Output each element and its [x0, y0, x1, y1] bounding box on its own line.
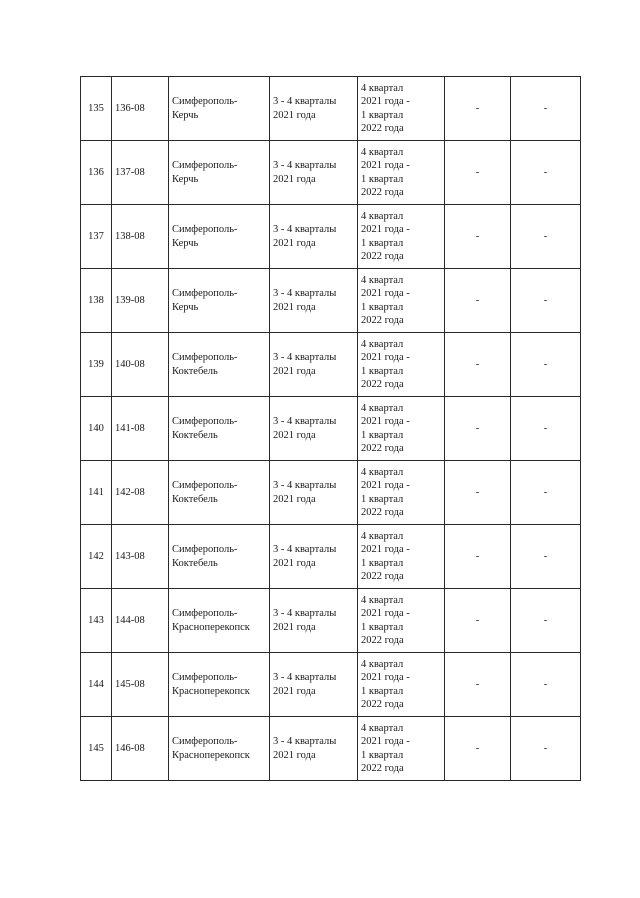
start-period: 3 - 4 кварталы 2021 года [270, 525, 358, 589]
column-7-value: - [511, 525, 581, 589]
route-name: Симферополь- Коктебель [169, 397, 270, 461]
column-7-value: - [511, 77, 581, 141]
end-period: 4 квартал 2021 года - 1 квартал 2022 года [358, 525, 445, 589]
route-code: 144-08 [112, 589, 169, 653]
column-6-value: - [445, 333, 511, 397]
table-row [81, 141, 581, 205]
route-code: 138-08 [112, 205, 169, 269]
table-row [81, 205, 581, 269]
column-7-value: - [511, 141, 581, 205]
column-7-value: - [511, 717, 581, 781]
start-period: 3 - 4 кварталы 2021 года [270, 589, 358, 653]
route-code: 142-08 [112, 461, 169, 525]
table-row [81, 333, 581, 397]
route-code: 139-08 [112, 269, 169, 333]
route-name: Симферополь- Красноперекопск [169, 717, 270, 781]
end-period: 4 квартал 2021 года - 1 квартал 2022 года [358, 397, 445, 461]
route-name: Симферополь- Керчь [169, 77, 270, 141]
row-number: 142 [81, 525, 112, 589]
start-period: 3 - 4 кварталы 2021 года [270, 333, 358, 397]
table-row [81, 589, 581, 653]
table-row [81, 77, 581, 141]
start-period: 3 - 4 кварталы 2021 года [270, 77, 358, 141]
start-period: 3 - 4 кварталы 2021 года [270, 205, 358, 269]
end-period: 4 квартал 2021 года - 1 квартал 2022 года [358, 333, 445, 397]
route-name: Симферополь- Керчь [169, 205, 270, 269]
start-period: 3 - 4 кварталы 2021 года [270, 653, 358, 717]
column-7-value: - [511, 653, 581, 717]
column-7-value: - [511, 269, 581, 333]
column-6-value: - [445, 269, 511, 333]
end-period: 4 квартал 2021 года - 1 квартал 2022 года [358, 589, 445, 653]
route-name: Симферополь- Коктебель [169, 461, 270, 525]
row-number: 144 [81, 653, 112, 717]
column-6-value: - [445, 717, 511, 781]
route-code: 145-08 [112, 653, 169, 717]
column-7-value: - [511, 397, 581, 461]
row-number: 140 [81, 397, 112, 461]
route-code: 136-08 [112, 77, 169, 141]
row-number: 139 [81, 333, 112, 397]
end-period: 4 квартал 2021 года - 1 квартал 2022 года [358, 141, 445, 205]
route-name: Симферополь- Красноперекопск [169, 653, 270, 717]
column-7-value: - [511, 589, 581, 653]
start-period: 3 - 4 кварталы 2021 года [270, 269, 358, 333]
row-number: 137 [81, 205, 112, 269]
column-6-value: - [445, 525, 511, 589]
table-row [81, 717, 581, 781]
column-6-value: - [445, 589, 511, 653]
end-period: 4 квартал 2021 года - 1 квартал 2022 года [358, 77, 445, 141]
routes-table [80, 76, 581, 781]
route-code: 140-08 [112, 333, 169, 397]
row-number: 143 [81, 589, 112, 653]
start-period: 3 - 4 кварталы 2021 года [270, 397, 358, 461]
table-row [81, 461, 581, 525]
row-number: 135 [81, 77, 112, 141]
row-number: 141 [81, 461, 112, 525]
column-7-value: - [511, 461, 581, 525]
route-code: 141-08 [112, 397, 169, 461]
column-6-value: - [445, 205, 511, 269]
end-period: 4 квартал 2021 года - 1 квартал 2022 года [358, 653, 445, 717]
route-name: Симферополь- Коктебель [169, 333, 270, 397]
table-row [81, 269, 581, 333]
column-7-value: - [511, 333, 581, 397]
end-period: 4 квартал 2021 года - 1 квартал 2022 года [358, 205, 445, 269]
route-code: 137-08 [112, 141, 169, 205]
table-row [81, 653, 581, 717]
start-period: 3 - 4 кварталы 2021 года [270, 717, 358, 781]
table-row [81, 397, 581, 461]
end-period: 4 квартал 2021 года - 1 квартал 2022 года [358, 461, 445, 525]
table-body [81, 77, 581, 781]
column-6-value: - [445, 653, 511, 717]
route-code: 146-08 [112, 717, 169, 781]
row-number: 136 [81, 141, 112, 205]
column-7-value: - [511, 205, 581, 269]
route-code: 143-08 [112, 525, 169, 589]
start-period: 3 - 4 кварталы 2021 года [270, 461, 358, 525]
route-name: Симферополь- Красноперекопск [169, 589, 270, 653]
column-6-value: - [445, 461, 511, 525]
start-period: 3 - 4 кварталы 2021 года [270, 141, 358, 205]
row-number: 138 [81, 269, 112, 333]
column-6-value: - [445, 77, 511, 141]
route-name: Симферополь- Керчь [169, 269, 270, 333]
table-row [81, 525, 581, 589]
end-period: 4 квартал 2021 года - 1 квартал 2022 года [358, 717, 445, 781]
column-6-value: - [445, 141, 511, 205]
route-name: Симферополь- Керчь [169, 141, 270, 205]
column-6-value: - [445, 397, 511, 461]
row-number: 145 [81, 717, 112, 781]
route-name: Симферополь- Коктебель [169, 525, 270, 589]
end-period: 4 квартал 2021 года - 1 квартал 2022 года [358, 269, 445, 333]
